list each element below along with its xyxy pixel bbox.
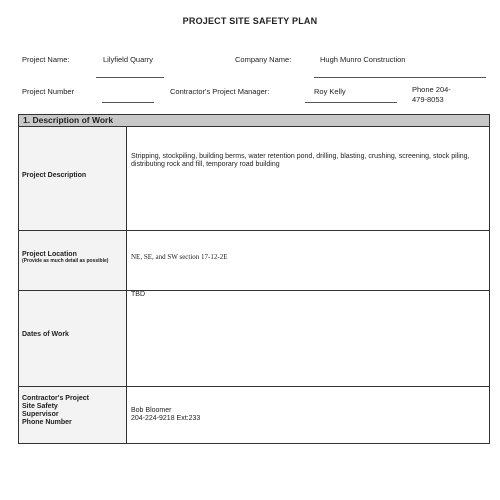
- project-location-content[interactable]: NE, SE, and SW section 17-12-2E: [131, 253, 228, 261]
- supervisor-phone: 204-224-9218 Ext:233: [131, 415, 201, 422]
- project-location-note: (Provide as much detail as possible): [22, 258, 109, 264]
- supervisor-label-line-2: Site Safety: [22, 403, 58, 410]
- phone-field[interactable]: [412, 85, 472, 105]
- project-description-content[interactable]: Stripping, stockpiling, building berms, water retention pond, drilling, blasting, crushing, screening, stock piling, distributing rock and fill, temporary road building: [131, 153, 470, 168]
- phone-label: Phone 204-: [412, 85, 451, 94]
- table-row-dates-of-work: [19, 291, 489, 387]
- project-name-label: Project Name:: [22, 55, 70, 64]
- row-label-cell: [19, 231, 127, 290]
- dates-of-work-label: Dates of Work: [22, 331, 69, 338]
- manager-underline: [305, 102, 397, 103]
- project-description-label: Project Description: [22, 172, 87, 179]
- table-row-project-description: [19, 127, 489, 231]
- phone-value: 479-8053: [412, 95, 444, 104]
- supervisor-label-line-4: Phone Number: [22, 419, 72, 426]
- row-label-cell: [19, 291, 127, 386]
- manager-value[interactable]: Roy Kelly: [314, 87, 346, 96]
- company-name-label: Company Name:: [235, 55, 292, 64]
- project-name-underline: [96, 77, 164, 78]
- table-row-project-location: [19, 231, 489, 291]
- project-location-label: Project Location: [22, 251, 77, 258]
- row-label-cell: [19, 127, 127, 230]
- supervisor-label-line-3: Supervisor: [22, 411, 59, 418]
- dates-of-work-content[interactable]: TBD: [131, 291, 145, 298]
- supervisor-name: Bob Bloomer: [131, 407, 172, 414]
- row-label-cell: [19, 387, 127, 443]
- company-name-underline: [314, 77, 486, 78]
- supervisor-label-line-1: Contractor's Project: [22, 395, 90, 402]
- company-name-value[interactable]: Hugh Munro Construction: [320, 55, 406, 64]
- document-title: PROJECT SITE SAFETY PLAN: [182, 16, 318, 26]
- table-row-supervisor: [19, 387, 489, 443]
- project-number-label: Project Number: [22, 87, 75, 96]
- manager-label: Contractor's Project Manager:: [170, 87, 270, 96]
- supervisor-content[interactable]: [131, 407, 481, 423]
- section-heading: 1. Description of Work: [19, 115, 489, 127]
- project-name-value[interactable]: Lilyfield Quarry: [103, 55, 154, 64]
- description-of-work-table: [18, 114, 490, 444]
- project-number-underline: [102, 102, 154, 103]
